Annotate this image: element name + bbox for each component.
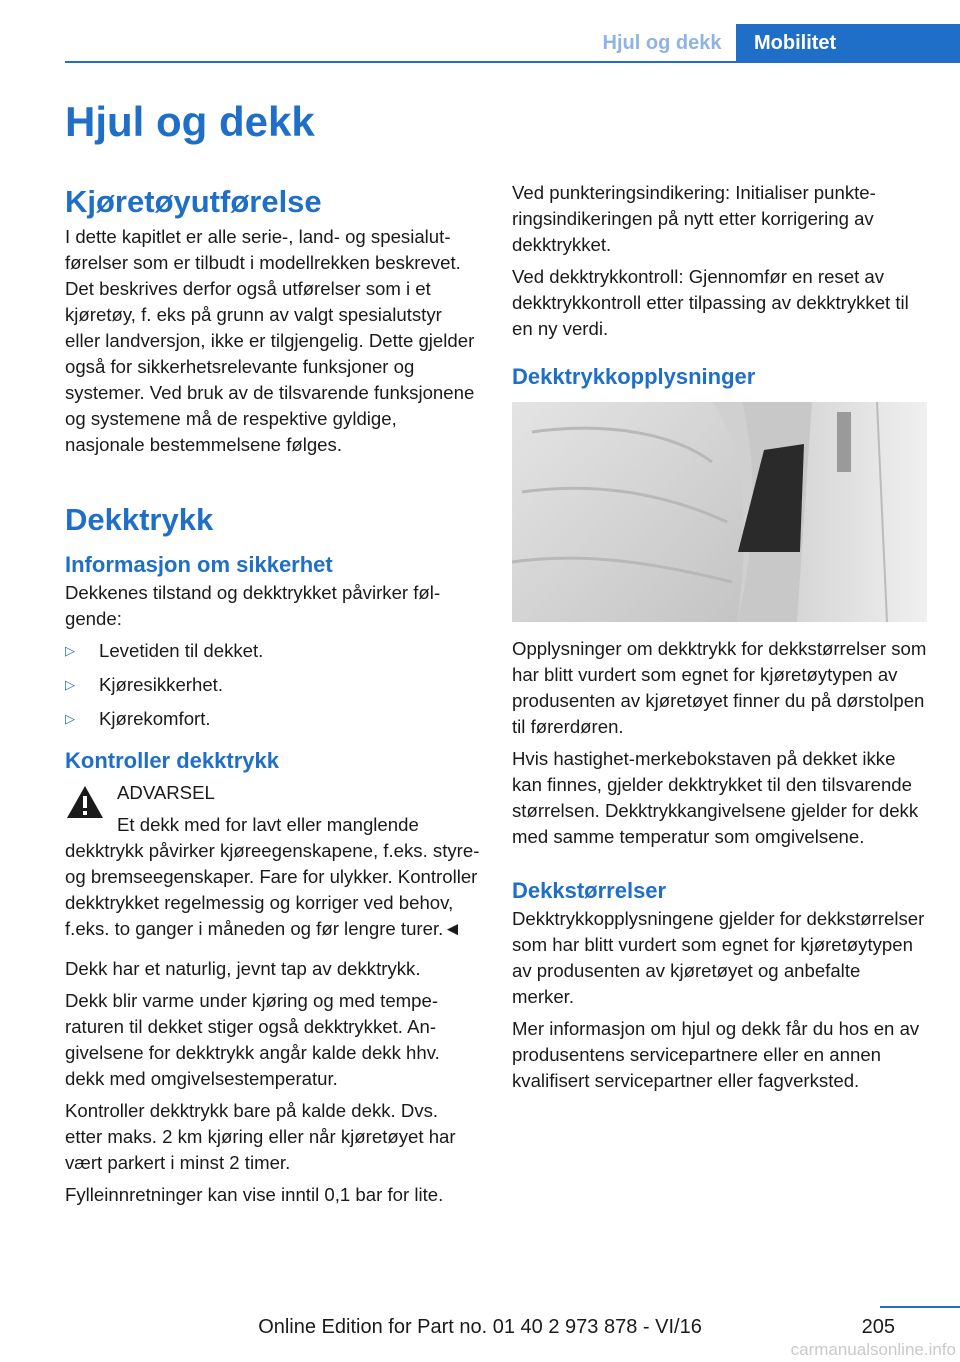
- subsection-title-safety-info: Informasjon om sikkerhet: [65, 552, 333, 577]
- list-item-text: Kjørekomfort.: [99, 708, 211, 729]
- paragraph-tire-sizes: Dekktrykkopplysningene gjelder for dekkstørrelser som har blitt vurdert som egnet for kjøretøytypen av produsenten av kjøretøyet og anbefalte merker.: [512, 908, 925, 1007]
- triangle-right-icon: ▷: [65, 677, 75, 692]
- subsection-title-pressure-info: Dekktrykkopplysninger: [512, 364, 756, 389]
- paragraph-pressure-loss: Dekk har et naturlig, jevnt tap av dekktrykk.: [65, 958, 421, 979]
- header-tab-section[interactable]: Hjul og dekk: [602, 32, 722, 54]
- section-title-vehicle-version: Kjøretøyutførelse: [65, 184, 322, 219]
- header-tab-chapter[interactable]: Mobilitet: [736, 24, 960, 63]
- footer-rule: [880, 1306, 960, 1308]
- door-pillar-photo: [512, 402, 927, 622]
- paragraph-speed-letter: Hvis hastighet-merkebokstaven på dekket ikke kan finnes, gjelder dekktrykket til den tilsvarende størrelsen. Dekktrykkangivelsene gjelder for dekk med samme temperatur som omgivelsene.: [512, 748, 919, 847]
- list-item-text: Kjøresikkerhet.: [99, 674, 223, 695]
- paragraph-more-info: Mer informasjon om hjul og dekk får du hos en av produsentens servicepartnere eller en annen kvalifisert servicepartner eller fagverksted.: [512, 1018, 920, 1091]
- section-title-tire-pressure: Dekktrykk: [65, 502, 214, 537]
- warning-text-first: Et dekk med for lavt eller manglende: [117, 814, 419, 835]
- warning-block: [65, 780, 480, 942]
- paragraph-safety-intro: Dekkenes tilstand og dekktrykket påvirker følgende:: [65, 582, 441, 629]
- subsection-title-tire-sizes: Dekkstørrelser: [512, 878, 667, 903]
- page-number: 205: [861, 1316, 895, 1338]
- paragraph-pressure-location: Opplysninger om dekktrykk for dekkstørrelser som har blitt vurdert som egnet for kjøretøytypen av produsenten av kjøretøyet finner du på dørstolpen til førerdøren.: [512, 638, 927, 737]
- list-item: [65, 672, 480, 698]
- list-item-text: Levetiden til dekket.: [99, 640, 264, 661]
- page-title: Hjul og dekk: [65, 98, 315, 145]
- warning-label: ADVARSEL: [117, 782, 215, 803]
- edition-footer: Online Edition for Part no. 01 40 2 973 878 - VI/16: [258, 1316, 702, 1338]
- paragraph-vehicle-version: I dette kapitlet er alle serie-, land- og spesialutførelser som er tilbudt i modellrekken beskrevet. Det beskrives derfor også utførelser som i et kjøretøy, f. eks på grunn av valgt spesialutstyr eller landversjon, ikke er tilgjengelig. Dette gjelder også for sikkerhetsrelevante funksjoner og systemer. Ved bruk av de tilsvarende funksjonene og systemene må de respektive gyldige, nasjonale bestemmelsene følges.: [65, 226, 475, 455]
- door-pillar-label-illustration: [512, 402, 927, 622]
- paragraph-puncture-indicator: Ved punkteringsindikering: Initialiser punkteringsindikeringen på nytt etter korrigering av dekktrykket.: [512, 182, 876, 255]
- right-column: [512, 180, 927, 1100]
- subsection-title-check-pressure: Kontroller dekktrykk: [65, 748, 279, 773]
- paragraph-check-cold: Kontroller dekktrykk bare på kalde dekk. Dvs. etter maks. 2 km kjøring eller når kjøretøyet har vært parkert i minst 2 timer.: [65, 1100, 456, 1173]
- warning-text-rest: dekktrykk påvirker kjøreegenskapene, f.eks. styre- og bremseegenskaper. Fare for ulykker. Kontroller dekktrykket regelmessig og korriger ved behov, f.eks. to ganger i måneden og før lengre turer.◄: [65, 840, 480, 939]
- watermark: carmanualsonline.info: [790, 1340, 956, 1359]
- left-column: [65, 180, 480, 1214]
- list-item: [65, 638, 480, 664]
- triangle-right-icon: ▷: [65, 643, 75, 658]
- list-item: [65, 706, 480, 732]
- bullet-list: [65, 638, 480, 732]
- warning-triangle-icon: [65, 784, 105, 820]
- paragraph-pressure-monitor: Ved dekktrykkontroll: Gjennomfør en reset av dekktrykkontroll etter tilpassing av dekktrykket til en ny verdi.: [512, 266, 909, 339]
- triangle-right-icon: ▷: [65, 711, 75, 726]
- paragraph-filling-devices: Fylleinnretninger kan vise inntil 0,1 bar for lite.: [65, 1184, 444, 1205]
- paragraph-pressure-temperature: Dekk blir varme under kjøring og med temperaturen til dekket stiger også dekktrykket. Angivelsene for dekktrykk angår kalde dekk hhv. dekk med omgivelsestemperatur.: [65, 990, 440, 1089]
